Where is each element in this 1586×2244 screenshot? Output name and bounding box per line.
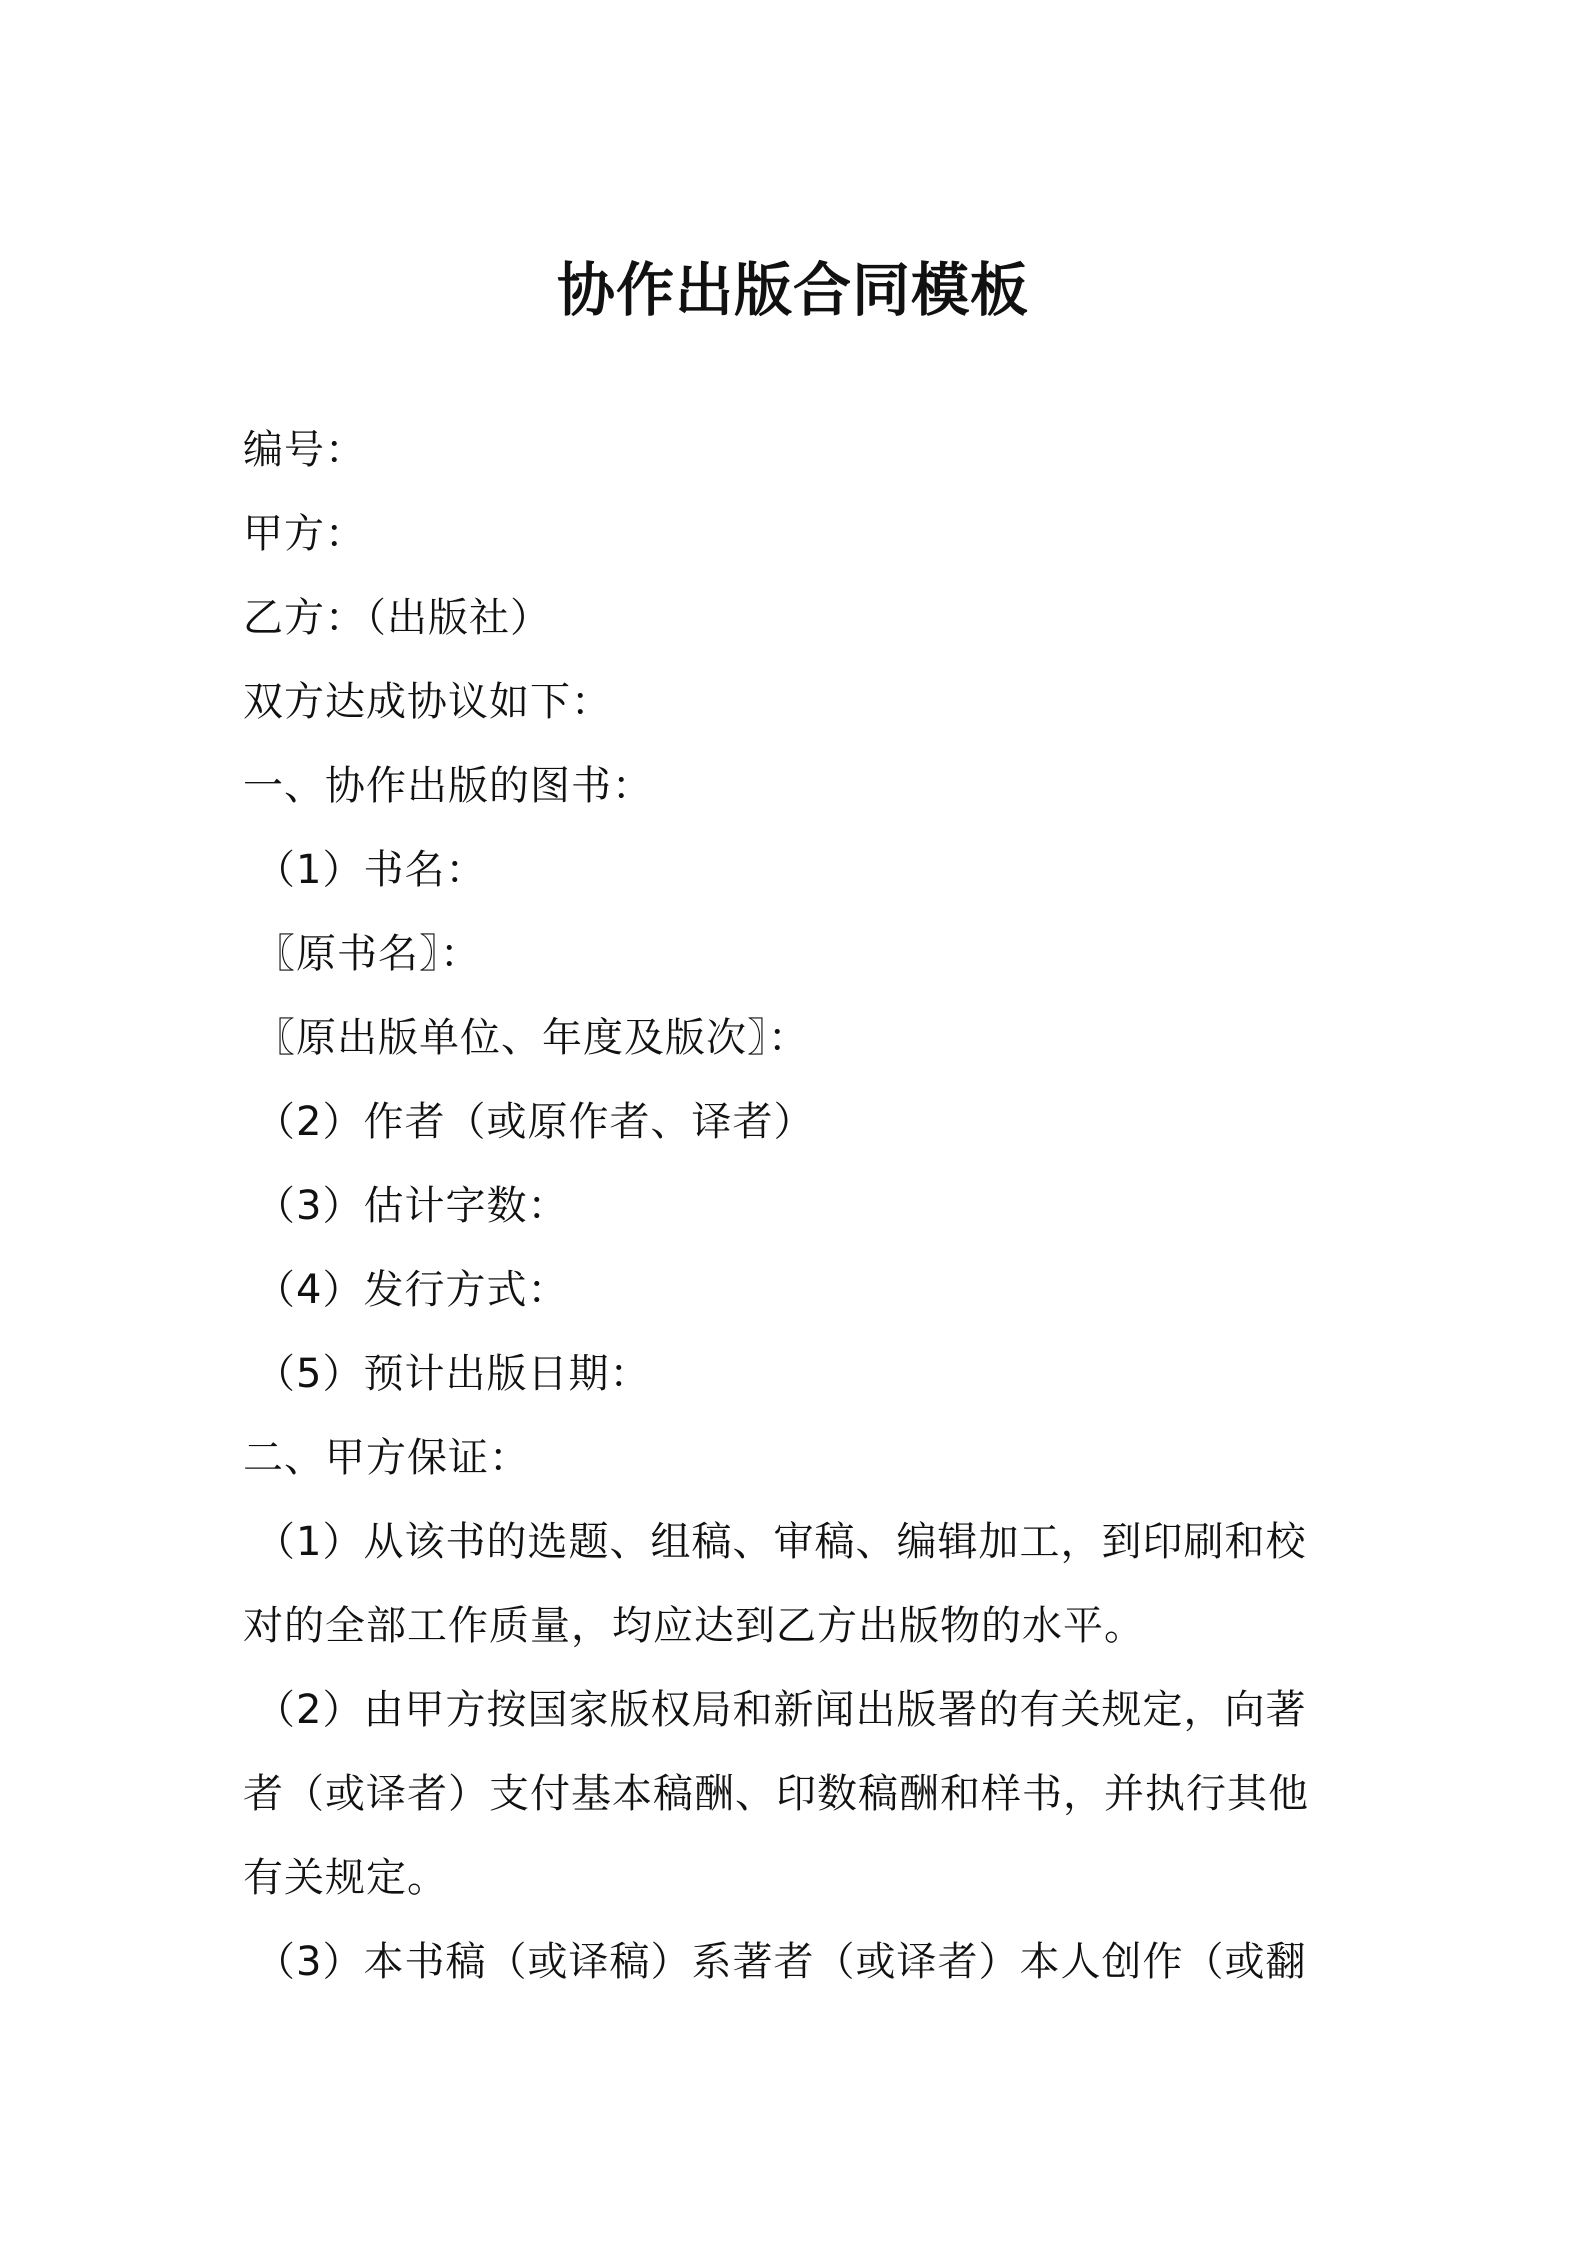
field-party-a: 甲方：	[243, 511, 366, 557]
document-title: 协作出版合同模板	[556, 256, 1029, 324]
paragraph-line: （2）由甲方按国家版权局和新闻出版署的有关规定，向著	[255, 1687, 1307, 1733]
field-party-b: 乙方：（出版社）	[243, 595, 551, 641]
item-book-title: （1）书名：	[255, 847, 487, 893]
item-publish-date: （5）预计出版日期：	[255, 1351, 651, 1397]
paragraph-line: （3）本书稿（或译稿）系著者（或译者）本人创作（或翻	[255, 1939, 1307, 1985]
paragraph-line: 有关规定。	[243, 1855, 448, 1901]
paragraph-line: 者（或译者）支付基本稿酬、印数稿酬和样书，并执行其他	[243, 1771, 1309, 1817]
section-heading-2: 二、甲方保证：	[243, 1435, 530, 1481]
item-author: （2）作者（或原作者、译者）	[255, 1099, 815, 1145]
item-word-count: （3）估计字数：	[255, 1183, 569, 1229]
agreement-intro: 双方达成协议如下：	[243, 679, 612, 725]
paragraph-line: 对的全部工作质量，均应达到乙方出版物的水平。	[243, 1603, 1145, 1649]
field-number: 编号：	[243, 427, 366, 473]
item-original-title: 〖原书名〗：	[255, 931, 481, 977]
paragraph-line: （1）从该书的选题、组稿、审稿、编辑加工，到印刷和校	[255, 1519, 1307, 1565]
section-heading-1: 一、协作出版的图书：	[243, 763, 653, 809]
item-distribution: （4）发行方式：	[255, 1267, 569, 1313]
item-original-publisher: 〖原出版单位、年度及版次〗：	[255, 1015, 809, 1061]
document-body	[243, 408, 1355, 2004]
